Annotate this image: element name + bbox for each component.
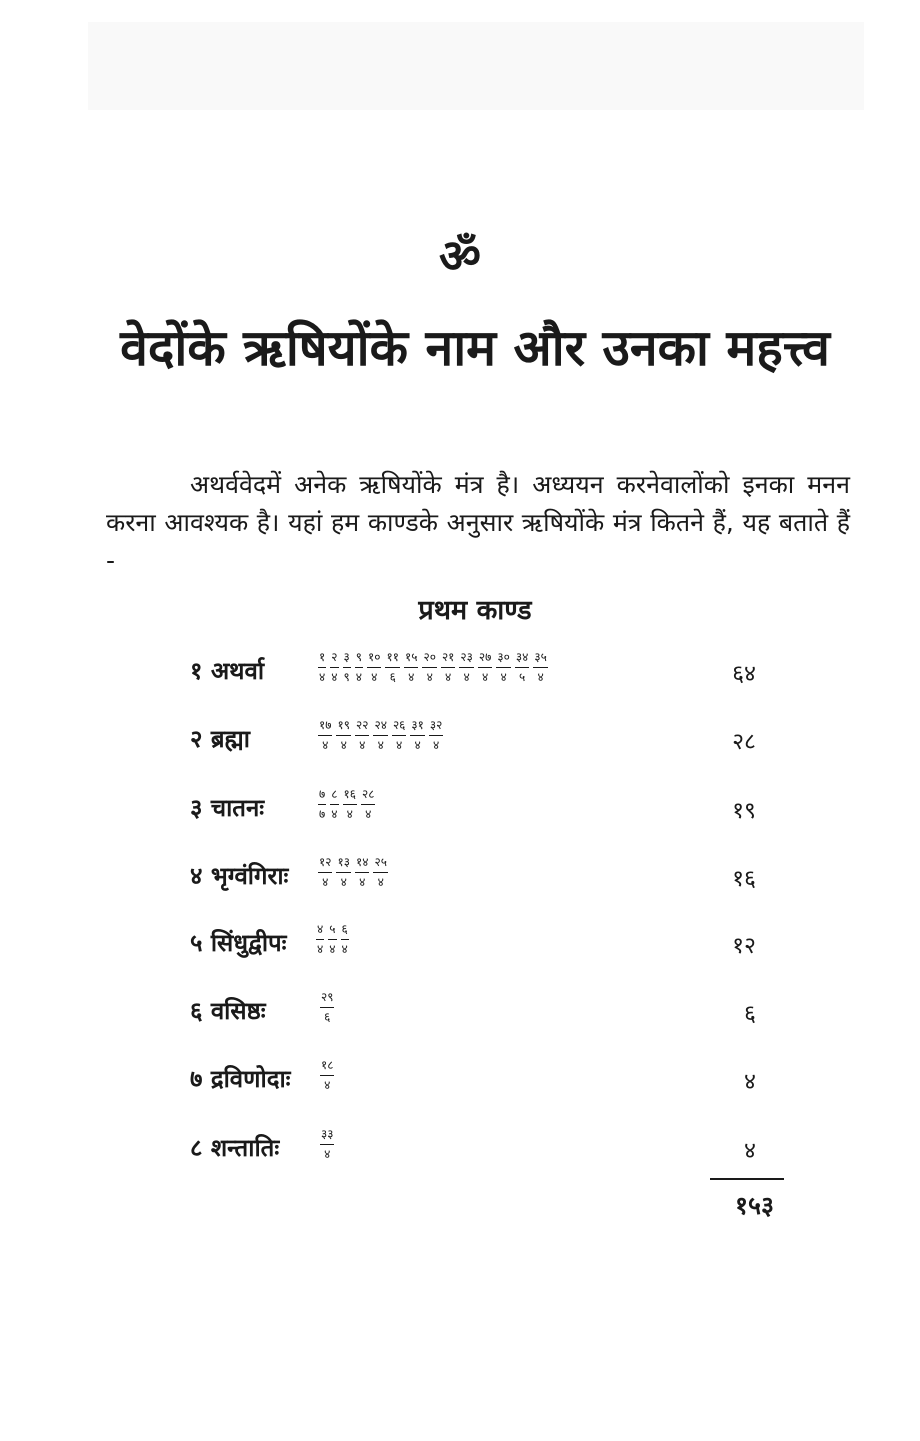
sukta-number: ३१ — [410, 718, 424, 736]
rishi-name: ६ वसिष्ठः — [190, 997, 266, 1025]
sukta-number: २८ — [361, 787, 375, 805]
sukta-fraction — [422, 650, 436, 685]
sukta-fractions — [318, 855, 388, 890]
sukta-number: ३० — [496, 650, 510, 668]
sukta-fraction — [328, 922, 336, 957]
sukta-number: ९ — [355, 650, 363, 668]
sukta-fraction — [373, 855, 387, 890]
mantra-count: ४ — [340, 875, 347, 889]
sukta-number: ५ — [328, 922, 336, 940]
sukta-fraction — [343, 650, 351, 685]
rishi-row — [0, 718, 920, 778]
sukta-fraction — [320, 990, 334, 1025]
rishi-total: ६ — [744, 1001, 756, 1027]
rishi-total: २८ — [732, 729, 756, 755]
mantra-count: ६ — [324, 1010, 331, 1024]
rishi-total: १२ — [732, 933, 756, 959]
sukta-fractions — [320, 1058, 334, 1093]
sukta-number: १४ — [355, 855, 369, 873]
mantra-count: ४ — [408, 670, 415, 684]
sukta-fraction — [355, 650, 363, 685]
rishi-total: ४ — [744, 1069, 756, 1095]
mantra-count: ४ — [331, 670, 338, 684]
mantra-count: ४ — [341, 942, 348, 956]
rishi-row — [0, 787, 920, 847]
mantra-count: ४ — [371, 670, 378, 684]
sukta-fraction — [341, 922, 349, 957]
sukta-number: १७ — [318, 718, 332, 736]
sukta-fraction — [355, 855, 369, 890]
mantra-count: ७ — [319, 807, 326, 821]
sukta-fraction — [330, 787, 338, 822]
sukta-number: २२ — [355, 718, 369, 736]
sukta-number: ८ — [330, 787, 338, 805]
mantra-count: ४ — [329, 942, 336, 956]
sukta-fraction — [318, 855, 332, 890]
sukta-fraction — [373, 718, 387, 753]
sukta-number: १ — [318, 650, 326, 668]
sukta-fractions — [318, 718, 443, 753]
sukta-number: ४ — [316, 922, 324, 940]
sukta-number: २४ — [373, 718, 387, 736]
mantra-count: ४ — [365, 807, 372, 821]
mantra-count: ४ — [396, 738, 403, 752]
mantra-count: ४ — [319, 670, 326, 684]
mantra-count: ४ — [500, 670, 507, 684]
sukta-number: २७ — [478, 650, 492, 668]
rishi-total: १९ — [732, 798, 756, 824]
sukta-number: २ — [330, 650, 338, 668]
rishi-name: ५ सिंधुद्वीपः — [190, 929, 287, 957]
sukta-number: १९ — [336, 718, 350, 736]
sukta-fraction — [316, 922, 324, 957]
sukta-fractions — [320, 990, 334, 1025]
sukta-number: २६ — [392, 718, 406, 736]
sukta-fraction — [441, 650, 455, 685]
rishi-name: ७ द्रविणोदाः — [190, 1065, 291, 1093]
sukta-fraction — [320, 1058, 334, 1093]
mantra-count: ४ — [537, 670, 544, 684]
mantra-count: ५ — [518, 670, 526, 684]
mantra-count: ४ — [426, 670, 433, 684]
rishi-name: ३ चातनः — [190, 794, 265, 822]
sukta-fraction — [385, 650, 399, 685]
sukta-fraction — [478, 650, 492, 685]
sukta-fractions — [318, 787, 375, 822]
rishi-name: १ अथर्वा — [190, 657, 265, 685]
sukta-number: ६ — [341, 922, 349, 940]
om-symbol: ॐ — [439, 229, 481, 283]
sukta-number: ७ — [318, 787, 326, 805]
mantra-count: ४ — [377, 738, 384, 752]
sukta-fractions — [320, 1127, 334, 1162]
sukta-number: १० — [367, 650, 381, 668]
sukta-fraction — [318, 787, 326, 822]
sukta-number: ३३ — [320, 1127, 334, 1145]
sukta-number: ३२ — [429, 718, 443, 736]
sukta-number: ३५ — [533, 650, 547, 668]
rishi-total: १६ — [732, 866, 756, 892]
sukta-fraction — [336, 718, 350, 753]
total-rule — [710, 1178, 784, 1180]
sukta-fraction — [392, 718, 406, 753]
sukta-number: ३४ — [515, 650, 529, 668]
mantra-count: ४ — [482, 670, 489, 684]
mantra-count: ४ — [445, 670, 452, 684]
mantra-count: ४ — [359, 875, 366, 889]
mantra-count: ४ — [322, 738, 329, 752]
sukta-fraction — [343, 787, 357, 822]
mantra-count: ४ — [324, 1147, 331, 1161]
sukta-number: २० — [422, 650, 436, 668]
sukta-fraction — [515, 650, 529, 685]
mantra-count: ६ — [389, 670, 396, 684]
sukta-fraction — [361, 787, 375, 822]
mantra-count: ४ — [463, 670, 470, 684]
mantra-count: ४ — [331, 807, 338, 821]
sukta-number: २३ — [459, 650, 473, 668]
mantra-count: ४ — [377, 875, 384, 889]
sukta-fraction — [410, 718, 424, 753]
sukta-number: २५ — [373, 855, 387, 873]
header-band — [88, 22, 864, 110]
sukta-fraction — [330, 650, 338, 685]
rishi-row — [0, 855, 920, 915]
kanda-heading: प्रथम काण्ड — [418, 595, 532, 626]
rishi-row — [0, 990, 920, 1050]
sukta-number: १६ — [343, 787, 357, 805]
mantra-count: ४ — [346, 807, 353, 821]
sukta-fraction — [355, 718, 369, 753]
sukta-fraction — [336, 855, 350, 890]
sukta-number: ११ — [385, 650, 399, 668]
rishi-row — [0, 650, 920, 710]
mantra-count: ४ — [359, 738, 366, 752]
rishi-name: ८ शन्तातिः — [190, 1134, 280, 1162]
rishi-row — [0, 922, 920, 982]
intro-text: अथर्ववेदमें अनेक ऋषियोंके मंत्र है। अध्ययन करनेवालोंको इनका मनन करना आवश्यक है। यहां हम काण्डके अनुसार ऋषियोंके मंत्र कितने हैं, यह बताते हैं - — [106, 470, 850, 575]
sukta-number: २१ — [441, 650, 455, 668]
sukta-number: १८ — [320, 1058, 334, 1076]
sukta-fraction — [318, 650, 326, 685]
sukta-fraction — [533, 650, 547, 685]
sukta-fraction — [367, 650, 381, 685]
page-title: वेदोंके ऋषियोंके नाम और उनका महत्त्व — [120, 319, 830, 377]
sukta-number: १३ — [336, 855, 350, 873]
sukta-number: १२ — [318, 855, 332, 873]
rishi-total: ४ — [744, 1138, 756, 1164]
sukta-fractions — [318, 650, 548, 685]
sukta-fraction — [496, 650, 510, 685]
sukta-fraction — [320, 1127, 334, 1162]
mantra-count: ४ — [324, 1078, 331, 1092]
mantra-count: ४ — [322, 875, 329, 889]
sukta-fraction — [318, 718, 332, 753]
rishi-row — [0, 1058, 920, 1118]
mantra-count: ९ — [343, 670, 350, 684]
mantra-count: ४ — [355, 670, 362, 684]
intro-paragraph — [106, 466, 850, 580]
mantra-count: ४ — [317, 942, 324, 956]
rishi-total: ६४ — [732, 661, 756, 687]
mantra-count: ४ — [340, 738, 347, 752]
rishi-name: २ ब्रह्मा — [190, 725, 250, 753]
rishi-name: ४ भृग्वंगिराः — [190, 862, 289, 890]
sukta-number: २९ — [320, 990, 334, 1008]
sukta-fraction — [459, 650, 473, 685]
grand-total: १५३ — [734, 1191, 774, 1220]
sukta-number: ३ — [343, 650, 351, 668]
sukta-fraction — [429, 718, 443, 753]
sukta-number: १५ — [404, 650, 418, 668]
sukta-fractions — [316, 922, 349, 957]
sukta-fraction — [404, 650, 418, 685]
mantra-count: ४ — [414, 738, 421, 752]
mantra-count: ४ — [433, 738, 440, 752]
